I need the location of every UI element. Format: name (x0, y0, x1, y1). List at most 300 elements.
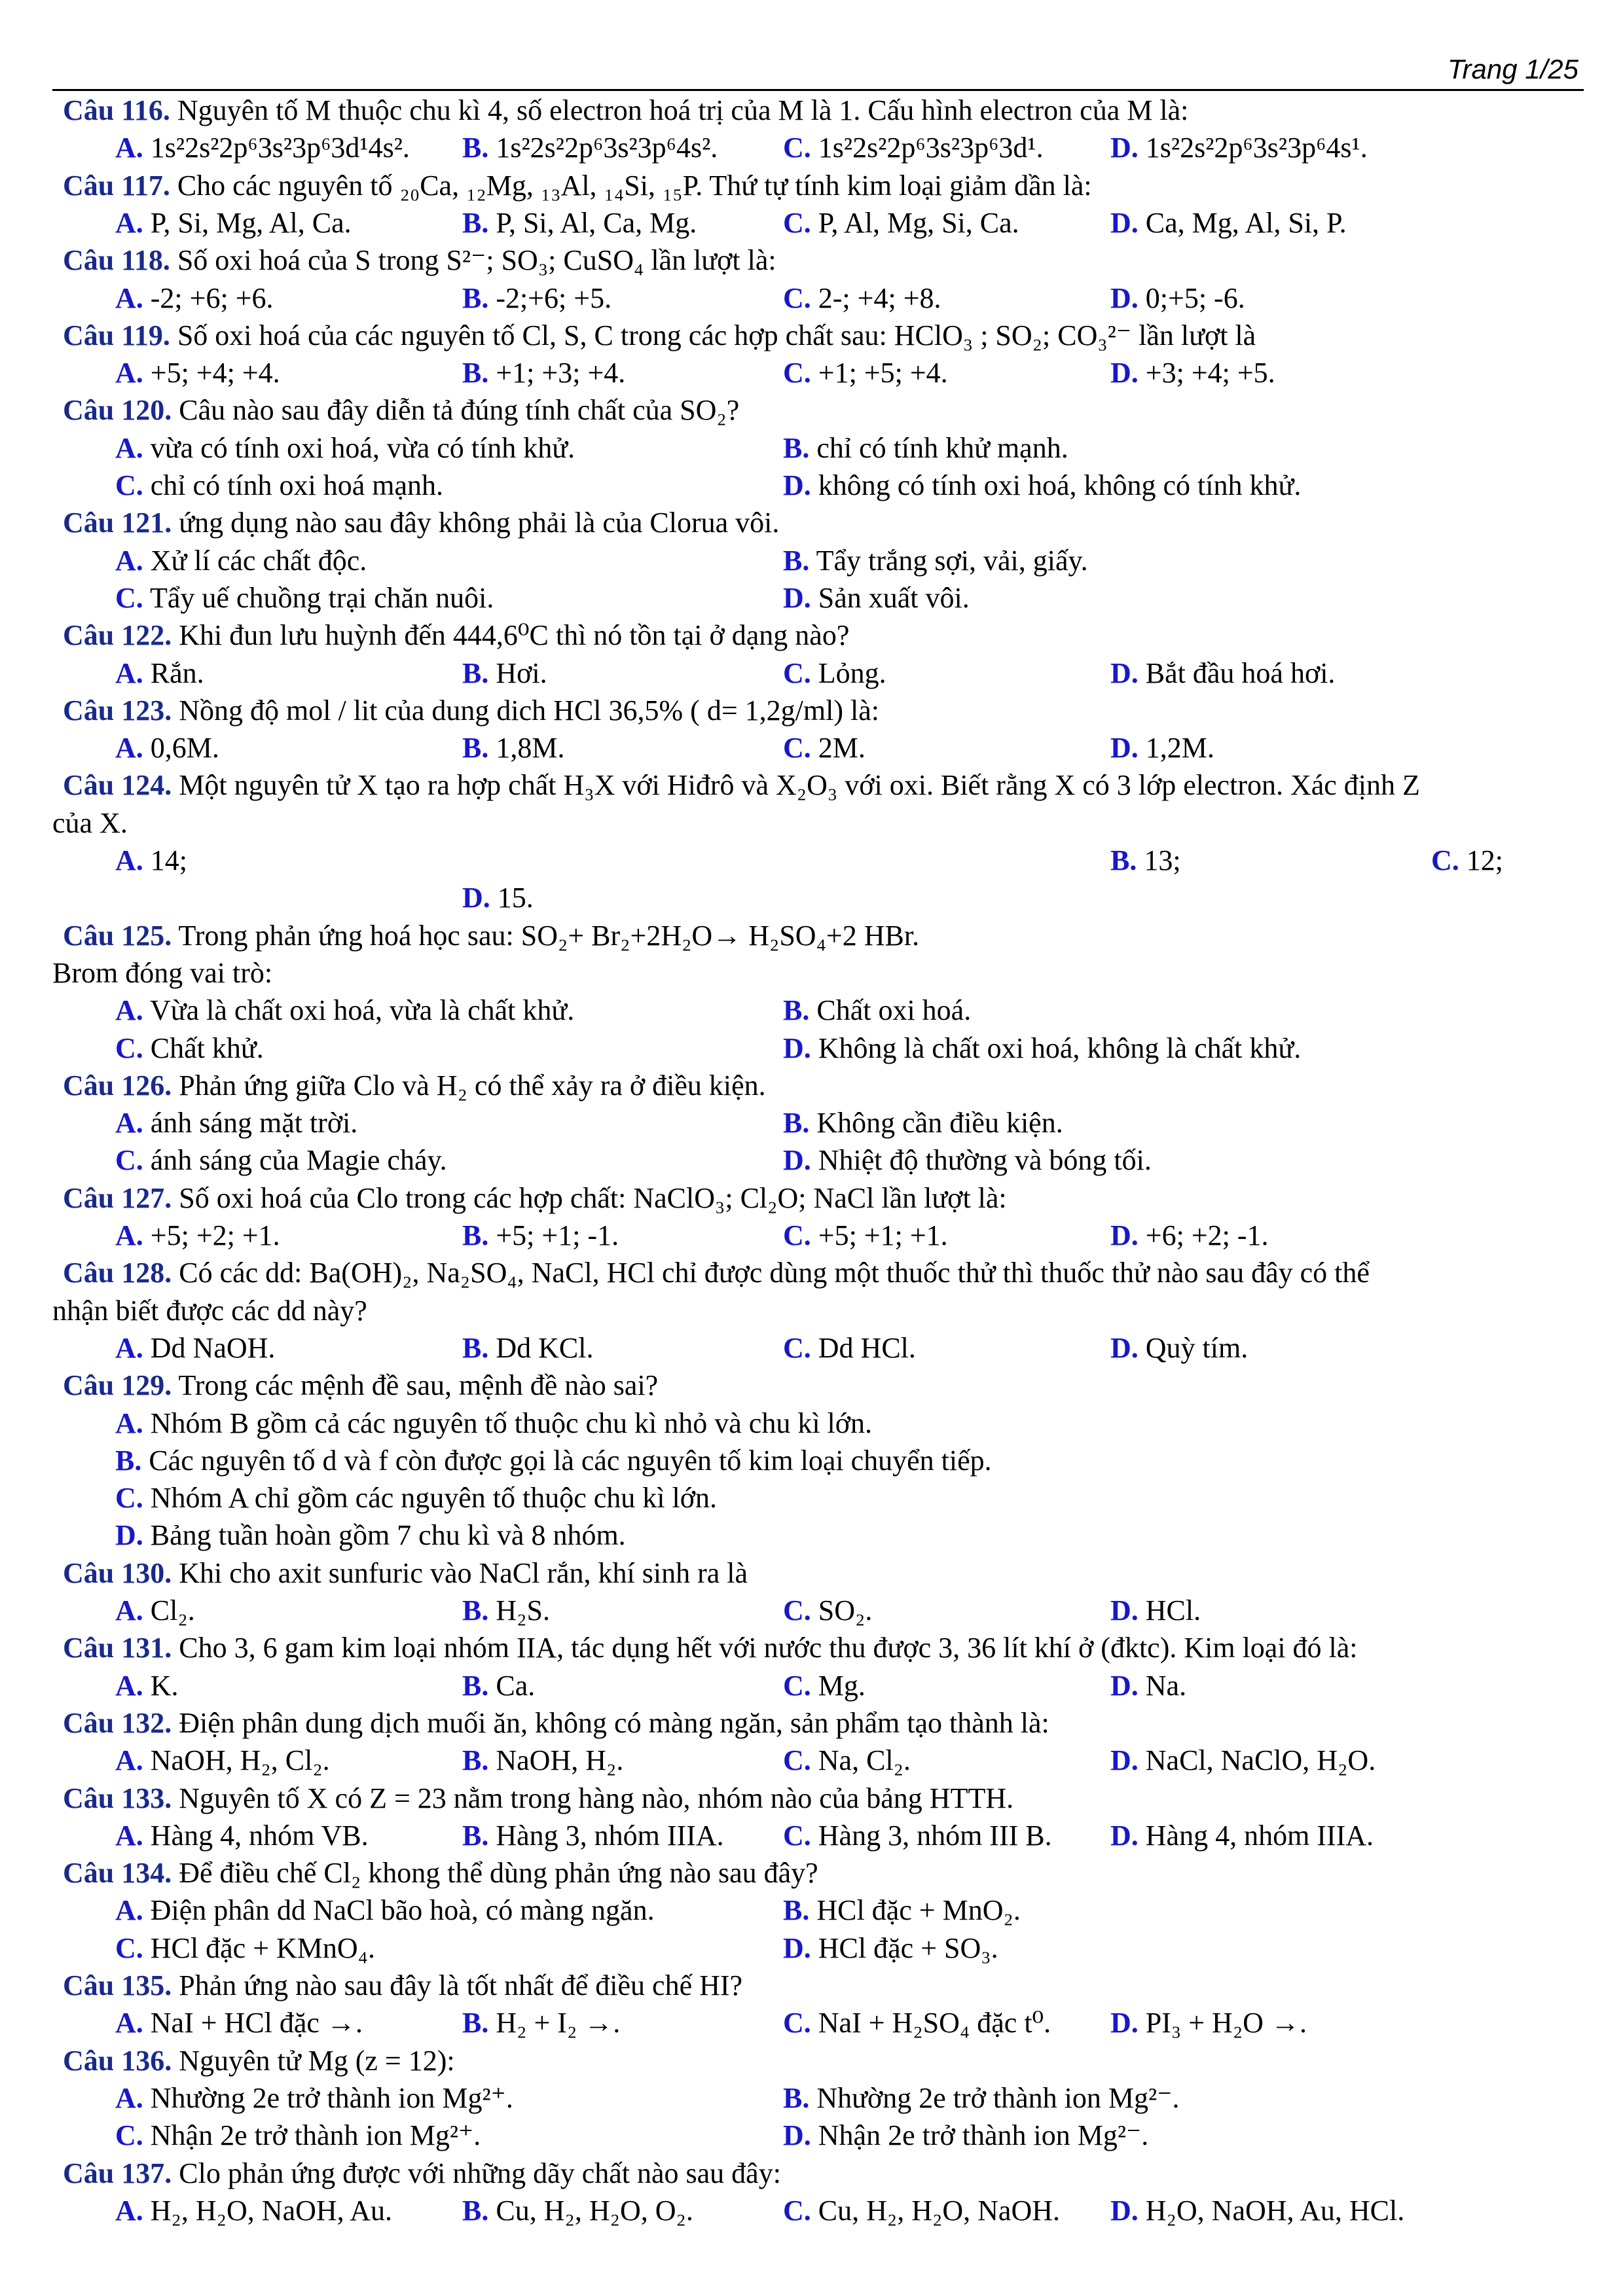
answer-option (783, 1219, 948, 1253)
option-letter: A. (115, 431, 143, 464)
option-letter: A. (115, 1669, 143, 1702)
question-number: Câu 117. (63, 169, 170, 202)
answer-option (115, 844, 187, 878)
question-number: Câu 125. (63, 919, 172, 952)
answer-option (462, 1219, 619, 1253)
question-number: Câu 118. (63, 244, 170, 277)
options-row (115, 1481, 1584, 1516)
answer-option (1110, 1219, 1269, 1253)
answer-option (115, 1669, 179, 1703)
option-letter: D. (783, 1931, 811, 1964)
answer-option (115, 581, 494, 615)
option-text: Tẩy uế chuồng trại chăn nuôi. (150, 581, 494, 614)
answer-option (783, 581, 970, 615)
options-row (115, 1931, 1584, 1967)
option-text: Cu, H₂, H₂O, O₂. (496, 2194, 693, 2227)
question-stem (63, 2157, 1584, 2191)
question-stem (63, 1706, 1584, 1740)
option-letter: A. (115, 1219, 143, 1251)
question-number: Câu 132. (63, 1706, 172, 1739)
option-text: 14; (150, 844, 188, 876)
page-number: Trang 1/25 (1447, 54, 1578, 84)
options-row (115, 1031, 1584, 1067)
option-text: 0;+5; -6. (1145, 281, 1245, 314)
option-letter: C. (115, 2119, 143, 2152)
option-text: +1; +3; +4. (496, 357, 626, 389)
question-stem (63, 1969, 1584, 2003)
option-text: Na, Cl₂. (818, 1744, 911, 1777)
option-letter: B. (783, 1107, 810, 1139)
answer-option (1431, 844, 1503, 878)
option-letter: D. (462, 882, 490, 914)
option-letter: B. (462, 132, 489, 164)
option-letter: B. (462, 1819, 489, 1852)
options-row (115, 1219, 1584, 1254)
answer-option (783, 469, 1301, 503)
option-text: H₂O, NaOH, Au, HCl. (1145, 2194, 1405, 2227)
option-text: ánh sáng của Magie cháy. (150, 1144, 447, 1177)
option-letter: C. (115, 1144, 143, 1177)
option-text: Chất oxi hoá. (816, 994, 972, 1027)
options-row (115, 469, 1584, 504)
option-letter: D. (1110, 281, 1139, 314)
option-text: Dd NaOH. (150, 1331, 276, 1364)
option-letter: C. (115, 1482, 143, 1515)
option-letter: C. (783, 1594, 811, 1626)
option-letter: A. (115, 544, 143, 577)
option-text: Dd HCl. (818, 1331, 916, 1364)
options-row (115, 131, 1584, 166)
options-row (115, 1893, 1584, 1929)
question-text: Cho 3, 6 gam kim loại nhóm IIA, tác dụng hết với nước thu được 3, 36 lít khí ở (đktc). Kim loại đó là: (179, 1632, 1358, 1664)
option-text: Lỏng. (818, 656, 886, 689)
option-text: Cl₂. (150, 1594, 195, 1626)
option-text: 1s²2s²2p⁶3s²3p⁶4s². (496, 132, 718, 164)
question-number: Câu 136. (63, 2044, 172, 2077)
answer-option (115, 1331, 275, 1365)
option-letter: B. (115, 1444, 142, 1477)
answer-option (462, 1669, 535, 1703)
option-letter: B. (462, 656, 489, 689)
answer-option (1110, 1669, 1186, 1703)
option-text: NaCl, NaClO, H₂O. (1145, 1744, 1376, 1777)
option-letter: A. (115, 1107, 143, 1139)
options-row (115, 2081, 1584, 2117)
question-text: Phản ứng giữa Clo và H₂ có thể xảy ra ở điều kiện. (179, 1069, 766, 1102)
option-text: 12; (1466, 844, 1504, 876)
option-text: SO₂. (818, 1594, 873, 1626)
option-text: +5; +4; +4. (150, 357, 280, 389)
option-letter: A. (115, 1407, 143, 1439)
option-letter: A. (115, 1744, 143, 1777)
question-text-continued: Brom đóng vai trò: (52, 956, 273, 989)
option-letter: D. (1110, 1331, 1139, 1364)
answer-option (462, 1744, 623, 1778)
option-letter: B. (462, 1594, 489, 1626)
answer-option (1110, 1744, 1376, 1778)
option-text: Bắt đầu hoá hơi. (1145, 656, 1336, 689)
answer-option (115, 2194, 392, 2228)
question-stem (63, 506, 1584, 540)
question-stem (63, 169, 1584, 203)
answer-option (115, 1819, 369, 1853)
option-letter: D. (1110, 1744, 1139, 1777)
option-letter: C. (783, 357, 811, 389)
option-text: P, Al, Mg, Si, Ca. (818, 206, 1019, 239)
answer-option (115, 131, 410, 165)
option-letter: A. (115, 1819, 143, 1852)
question-stem (63, 1256, 1584, 1290)
option-letter: C. (115, 1031, 143, 1064)
option-text: Điện phân dd NaCl bão hoà, có màng ngăn. (150, 1894, 655, 1927)
answer-option (1110, 844, 1181, 878)
question-number: Câu 129. (63, 1369, 172, 1402)
answer-option (783, 2194, 1060, 2228)
option-text: Hàng 4, nhóm IIIA. (1145, 1819, 1374, 1852)
option-text: Hàng 3, nhóm IIIA. (496, 1819, 724, 1852)
answer-option (1110, 656, 1335, 691)
answer-option (115, 1481, 717, 1515)
option-text: HCl đặc + KMnO₄. (150, 1931, 376, 1964)
option-text: HCl đặc + SO₃. (818, 1931, 998, 1964)
question-number: Câu 127. (63, 1181, 172, 1214)
options-row (115, 2119, 1584, 2154)
option-text: NaOH, H₂, Cl₂. (150, 1744, 330, 1777)
option-text: Cu, H₂, H₂O, NaOH. (818, 2194, 1060, 2227)
question-stem (63, 393, 1584, 427)
option-text: chỉ có tính oxi hoá mạnh. (150, 469, 444, 501)
option-text: 1s²2s²2p⁶3s²3p⁶3d¹. (818, 132, 1044, 164)
question-text: Câu nào sau đây diễn tả đúng tính chất của SO₂? (179, 394, 740, 427)
question-text: Nguyên tố M thuộc chu kì 4, số electron hoá trị của M là 1. Cấu hình electron của M là: (177, 94, 1189, 126)
options-row (115, 844, 1584, 879)
option-text: Nhận 2e trở thành ion Mg²⁻. (818, 2119, 1149, 2152)
answer-option (115, 1594, 195, 1628)
option-letter: A. (115, 656, 143, 689)
option-text: 2M. (818, 732, 866, 764)
option-text: không có tính oxi hoá, không có tính khử. (818, 469, 1302, 501)
option-text: Bảng tuần hoàn gồm 7 chu kì và 8 nhóm. (150, 1519, 626, 1552)
option-text: 0,6M. (150, 732, 219, 764)
options-row (115, 1518, 1584, 1554)
answer-option (462, 1331, 593, 1365)
option-letter: D. (1110, 357, 1139, 389)
answer-option (115, 469, 443, 503)
option-letter: C. (783, 656, 811, 689)
answer-option (115, 2006, 363, 2040)
option-text: 1,2M. (1145, 732, 1214, 764)
options-row (115, 1331, 1584, 1367)
option-letter: D. (1110, 656, 1139, 689)
question-text: Clo phản ứng được với những dãy chất nào sau đây: (179, 2157, 781, 2189)
option-letter: A. (115, 357, 143, 389)
answer-option (462, 881, 534, 915)
option-text: H₂, H₂O, NaOH, Au. (150, 2194, 392, 2227)
question-text: Trong các mệnh đề sau, mệnh đề nào sai? (178, 1369, 659, 1402)
answer-option (783, 1744, 911, 1778)
answer-option (783, 356, 948, 390)
option-letter: C. (783, 732, 811, 764)
option-letter: A. (115, 2007, 143, 2039)
answer-option (115, 356, 280, 390)
option-letter: A. (115, 281, 143, 314)
option-text: Chất khử. (150, 1031, 264, 1064)
question-stem (63, 1369, 1584, 1403)
question-text: Nguyên tử Mg (z = 12): (179, 2044, 455, 2077)
option-text: -2;+6; +5. (496, 281, 612, 314)
question-number: Câu 119. (63, 319, 170, 351)
option-letter: B. (783, 994, 810, 1027)
answer-option (462, 206, 697, 240)
answer-option (1110, 131, 1368, 165)
answer-option (783, 1893, 1021, 1928)
answer-option (783, 131, 1044, 165)
answer-option (462, 281, 611, 315)
option-letter: C. (115, 469, 143, 501)
question-stem (63, 1556, 1584, 1590)
option-letter: A. (115, 132, 143, 164)
option-letter: B. (462, 281, 489, 314)
question-stem (63, 1782, 1584, 1816)
answer-option (115, 2081, 513, 2115)
option-text: 1s²2s²2p⁶3s²3p⁶4s¹. (1145, 132, 1368, 164)
question-text: Nguyên tố X có Z = 23 nằm trong hàng nào, nhóm nào của bảng HTTH. (179, 1782, 1014, 1814)
option-letter: A. (115, 1594, 143, 1626)
answer-option (115, 1893, 655, 1928)
answer-option (783, 656, 886, 691)
option-letter: D. (783, 469, 811, 501)
options-row (115, 994, 1584, 1029)
question-text: Điện phân dung dịch muối ăn, không có màng ngăn, sản phẩm tạo thành là: (179, 1706, 1049, 1739)
option-text: Ca, Mg, Al, Si, P. (1145, 206, 1347, 239)
answer-option (783, 544, 1088, 578)
answer-option (783, 281, 941, 315)
option-letter: B. (462, 1219, 489, 1251)
answer-option (115, 2119, 481, 2153)
question-text: Khi cho axit sunfuric vào NaCl rắn, khí sinh ra là (179, 1556, 748, 1589)
option-text: Nhiệt độ thường và bóng tối. (818, 1144, 1152, 1177)
option-letter: C. (783, 2007, 811, 2039)
option-letter: B. (462, 357, 489, 389)
answer-option (1110, 2194, 1404, 2228)
option-letter: B. (462, 1744, 489, 1777)
options-row (115, 544, 1584, 579)
option-text: Nhường 2e trở thành ion Mg²⁻. (816, 2081, 1180, 2114)
options-row (115, 581, 1584, 617)
answer-option (462, 1819, 724, 1853)
option-letter: D. (783, 1031, 811, 1064)
answer-option (115, 1106, 357, 1140)
option-letter: B. (462, 732, 489, 764)
answer-option (1110, 206, 1347, 240)
option-letter: B. (783, 2081, 810, 2114)
option-letter: C. (1431, 844, 1459, 876)
option-text: Ca. (496, 1669, 536, 1702)
option-letter: A. (115, 732, 143, 764)
question-stem (63, 1181, 1584, 1215)
option-letter: B. (462, 2194, 489, 2227)
option-letter: D. (1110, 1594, 1139, 1626)
answer-option (1110, 731, 1214, 765)
question-text: Số oxi hoá của các nguyên tố Cl, S, C trong các hợp chất sau: HClO₃ ; SO₂; CO₃²⁻ lần lượt là (177, 319, 1256, 351)
option-text: NaI + HCl đặc →. (150, 2007, 363, 2039)
option-text: 1s²2s²2p⁶3s²3p⁶3d¹4s². (150, 132, 410, 164)
question-number: Câu 137. (63, 2157, 172, 2189)
options-row (115, 356, 1584, 391)
answer-option (115, 544, 367, 578)
answer-option (115, 281, 274, 315)
option-text: -2; +6; +6. (150, 281, 274, 314)
answer-option (115, 1931, 375, 1965)
answer-option (462, 656, 547, 691)
question-number: Câu 133. (63, 1782, 172, 1814)
answer-option (783, 431, 1068, 465)
answer-option (1110, 1594, 1201, 1628)
option-letter: C. (783, 1219, 811, 1251)
question-text: Trong phản ứng hoá học sau: SO₂+ Br₂+2H₂O→ H₂SO₄+2 HBr. (178, 919, 920, 952)
question-number: Câu 123. (63, 694, 172, 726)
option-text: Các nguyên tố d và f còn được gọi là các nguyên tố kim loại chuyển tiếp. (149, 1444, 992, 1477)
option-text: HCl. (1145, 1594, 1201, 1626)
answer-option (783, 2006, 1051, 2040)
answer-option (115, 1143, 447, 1177)
option-text: K. (150, 1669, 179, 1702)
options-row (115, 881, 1584, 916)
question-number: Câu 116. (63, 94, 170, 126)
option-text: Vừa là chất oxi hoá, vừa là chất khử. (150, 994, 575, 1027)
option-text: 1,8M. (496, 732, 565, 764)
answer-option (783, 1819, 1052, 1853)
option-letter: D. (783, 2119, 811, 2152)
option-letter: D. (1110, 1219, 1139, 1251)
option-text: Nhận 2e trở thành ion Mg²⁺. (150, 2119, 481, 2152)
question-stem (63, 1069, 1584, 1103)
option-letter: B. (462, 1331, 489, 1364)
options-row (115, 1106, 1584, 1141)
question-text: Để điều chế Cl₂ khong thể dùng phản ứng nào sau đây? (179, 1857, 818, 1890)
option-text: vừa có tính oxi hoá, vừa có tính khử. (150, 431, 575, 464)
answer-option (783, 731, 866, 765)
answer-option (783, 994, 971, 1028)
question-text: Số oxi hoá của Clo trong các hợp chất: NaClO₃; Cl₂O; NaCl lần lượt là: (179, 1181, 1007, 1214)
option-text: NaOH, H₂. (496, 1744, 624, 1777)
option-letter: C. (783, 281, 811, 314)
option-text: PI₃ + H₂O →. (1145, 2007, 1307, 2039)
option-letter: C. (783, 132, 811, 164)
option-letter: A. (115, 2081, 143, 2114)
option-letter: D. (783, 1144, 811, 1177)
option-letter: C. (783, 1744, 811, 1777)
option-text: +5; +2; +1. (150, 1219, 280, 1251)
question-text: Cho các nguyên tố ₂₀Ca, ₁₂Mg, ₁₃Al, ₁₄Si, ₁₅P. Thứ tự tính kim loại giảm dần là: (177, 169, 1092, 202)
answer-option (115, 431, 575, 465)
options-row (115, 431, 1584, 467)
answer-option (115, 1444, 992, 1478)
option-letter: C. (115, 1931, 143, 1964)
option-letter: B. (1110, 844, 1137, 876)
option-letter: A. (115, 844, 143, 876)
answer-option (783, 1106, 1063, 1140)
options-row (115, 1143, 1584, 1179)
option-letter: A. (115, 206, 143, 239)
option-text: P, Si, Al, Ca, Mg. (496, 206, 697, 239)
question-stem (63, 1856, 1584, 1890)
option-text: Xử lí các chất độc. (150, 544, 367, 577)
option-text: 13; (1144, 844, 1181, 876)
option-letter: B. (783, 1894, 810, 1927)
option-letter: D. (1110, 2194, 1139, 2227)
option-text: Nhường 2e trở thành ion Mg²⁺. (150, 2081, 513, 2114)
question-stem (63, 2044, 1584, 2078)
option-letter: D. (115, 1519, 143, 1552)
option-text: H₂S. (496, 1594, 550, 1626)
option-letter: D. (783, 581, 811, 614)
option-text: Nhóm B gồm cả các nguyên tố thuộc chu kì nhỏ và chu kì lớn. (150, 1407, 873, 1439)
answer-option (783, 1143, 1152, 1177)
question-text: ứng dụng nào sau đây không phải là của Clorua vôi. (179, 507, 780, 539)
answer-option (115, 1744, 330, 1778)
question-number: Câu 131. (63, 1632, 172, 1664)
option-text: 2-; +4; +8. (818, 281, 941, 314)
option-letter: D. (1110, 132, 1139, 164)
option-text: Dd KCl. (496, 1331, 594, 1364)
option-letter: C. (115, 581, 143, 614)
answer-option (115, 206, 352, 240)
option-letter: D. (1110, 1819, 1139, 1852)
option-text: HCl đặc + MnO₂. (816, 1894, 1021, 1927)
answer-option (1110, 1331, 1248, 1365)
answer-option (783, 1931, 998, 1965)
question-text: Có các dd: Ba(OH)₂, Na₂SO₄, NaCl, HCl chỉ được dùng một thuốc thử thì thuốc thử nào sau đây có thể (179, 1257, 1370, 1289)
option-letter: B. (783, 431, 810, 464)
answer-option (462, 131, 718, 165)
options-row (115, 281, 1584, 317)
question-stem (63, 243, 1584, 278)
answer-option (783, 1031, 1301, 1066)
option-text: Không cần điều kiện. (816, 1107, 1063, 1139)
option-text: H₂ + I₂ →. (496, 2007, 621, 2039)
option-letter: D. (1110, 732, 1139, 764)
option-letter: A. (115, 994, 143, 1027)
answer-option (783, 206, 1019, 240)
option-text: Mg. (818, 1669, 866, 1702)
option-text: +3; +4; +5. (1145, 357, 1275, 389)
option-letter: B. (462, 2007, 489, 2039)
option-text: Rắn. (150, 656, 204, 689)
options-row (115, 1669, 1584, 1704)
question-number: Câu 121. (63, 507, 172, 539)
option-letter: D. (1110, 206, 1139, 239)
question-stem (63, 1631, 1584, 1665)
options-row (115, 2006, 1584, 2041)
question-stem (63, 694, 1584, 728)
question-stem (63, 768, 1584, 802)
option-text: Không là chất oxi hoá, không là chất khử. (818, 1031, 1302, 1064)
answer-option (783, 2081, 1179, 2115)
option-letter: A. (115, 1894, 143, 1927)
option-text: ánh sáng mặt trời. (150, 1107, 358, 1139)
options-row (115, 1594, 1584, 1629)
options-row (115, 1444, 1584, 1479)
options-row (115, 731, 1584, 766)
option-letter: B. (783, 544, 810, 577)
question-number: Câu 122. (63, 619, 172, 652)
option-letter: B. (462, 206, 489, 239)
answer-option (462, 1594, 550, 1628)
answer-option (783, 1594, 872, 1628)
question-number: Câu 124. (63, 769, 172, 802)
option-letter: C. (783, 2194, 811, 2227)
